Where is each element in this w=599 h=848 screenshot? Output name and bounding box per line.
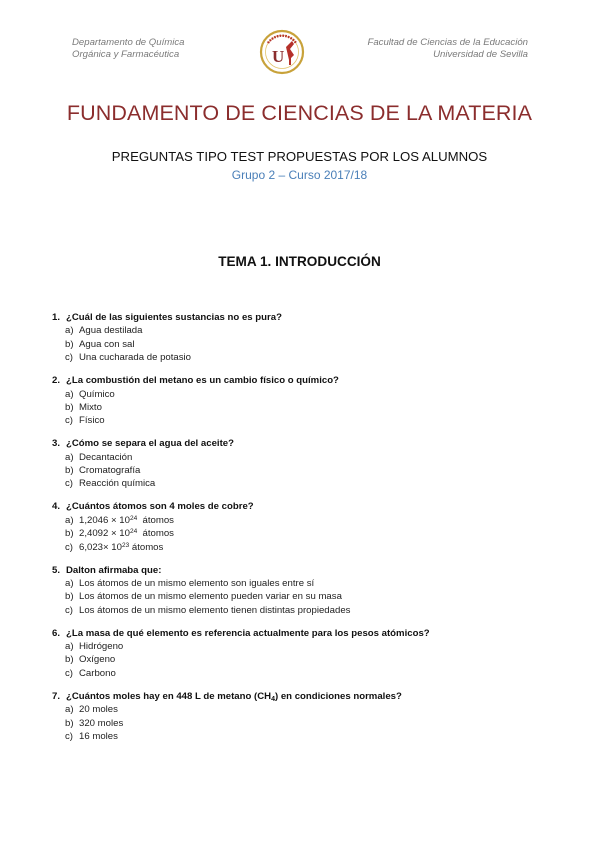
logo-letter: U	[272, 47, 285, 66]
question-label: ¿Cuántos átomos son 4 moles de cobre?	[66, 501, 254, 513]
answer-option	[52, 653, 572, 666]
option-letter: c)	[65, 730, 73, 742]
header-faculty-line: Universidad de Sevilla	[433, 48, 528, 60]
option-letter: b)	[65, 717, 74, 729]
question-label: ¿La masa de qué elemento es referencia actualmente para los pesos atómicos?	[66, 627, 430, 639]
question-text	[52, 311, 572, 324]
option-text: Una cucharada de potasio	[79, 352, 192, 364]
option-text: Químico	[79, 388, 115, 400]
question-text	[52, 564, 572, 577]
answer-option	[52, 717, 572, 730]
option-letter: b)	[65, 654, 74, 666]
option-letter: a)	[65, 577, 74, 589]
question-item	[52, 564, 572, 618]
option-letter: c)	[65, 541, 73, 553]
option-value: 2,4092 × 10	[79, 528, 130, 540]
question-list	[52, 311, 572, 753]
option-text: Carbono	[79, 667, 116, 679]
question-item	[52, 690, 572, 744]
option-unit: átomos	[137, 514, 174, 526]
question-number: 7.	[52, 690, 61, 702]
option-exponent: 24	[129, 528, 138, 536]
option-text: 20 moles	[79, 704, 118, 716]
option-text: 320 moles	[79, 717, 124, 729]
option-letter: a)	[65, 325, 74, 337]
option-text: Hidrógeno	[79, 641, 124, 653]
option-text: Oxígeno	[79, 654, 116, 666]
document-subtitle: PREGUNTAS TIPO TEST PROPUESTAS POR LOS ALUMNOS	[111, 149, 488, 164]
answer-option	[52, 388, 572, 401]
option-letter: c)	[65, 478, 73, 490]
question-item	[52, 437, 572, 491]
question-label: ¿La combustión del metano es un cambio físico o químico?	[66, 375, 339, 387]
option-letter: c)	[65, 415, 73, 427]
option-text: Decantación	[79, 451, 133, 463]
option-text: Los átomos de un mismo elemento pueden variar en su masa	[79, 591, 342, 603]
option-letter: a)	[65, 451, 74, 463]
option-unit: átomos	[137, 528, 174, 540]
answer-option	[52, 324, 572, 337]
answer-option	[52, 401, 572, 414]
question-number: 5.	[52, 564, 61, 576]
question-item	[52, 311, 572, 365]
answer-option	[52, 577, 572, 590]
group-course-label: Grupo 2 – Curso 2017/18	[231, 168, 368, 182]
question-number: 6.	[52, 627, 61, 639]
option-letter: b)	[65, 465, 74, 477]
topic-heading: TEMA 1. INTRODUCCIÓN	[218, 254, 381, 269]
question-number: 1.	[52, 312, 61, 323]
answer-option	[52, 477, 572, 490]
question-label: ¿Cuántos moles hay en 448 L de metano (CH	[66, 690, 272, 702]
answer-option	[52, 527, 572, 540]
option-text: Reacción química	[79, 478, 156, 490]
header-faculty-line: Facultad de Ciencias de la Educación	[367, 37, 528, 48]
question-item	[52, 374, 572, 428]
option-text: Agua destilada	[79, 325, 143, 337]
formula-subscript: 4	[271, 695, 275, 703]
header-department-line: Orgánica y Farmacéutica	[72, 48, 180, 60]
option-letter: a)	[65, 514, 74, 526]
question-label: ¿Cómo se separa el agua del aceite?	[66, 438, 234, 450]
answer-option	[52, 667, 572, 680]
option-text: Agua con sal	[79, 338, 135, 350]
option-letter: b)	[65, 528, 74, 540]
option-unit: átomos	[129, 541, 164, 553]
answer-option	[52, 414, 572, 427]
answer-option	[52, 464, 572, 477]
answer-option	[52, 590, 572, 603]
question-text	[52, 374, 572, 387]
option-text: Cromatografía	[79, 465, 141, 477]
question-item	[52, 500, 572, 554]
question-number: 2.	[52, 375, 61, 387]
question-item	[52, 627, 572, 681]
answer-option	[52, 338, 572, 351]
option-exponent: 23	[121, 541, 130, 549]
document-title: FUNDAMENTO DE CIENCIAS DE LA MATERIA	[66, 101, 533, 125]
question-number: 4.	[52, 501, 61, 513]
question-text	[52, 690, 572, 703]
header-department-line: Departamento de Química	[72, 37, 185, 48]
answer-option	[52, 730, 572, 743]
option-letter: b)	[65, 401, 74, 413]
question-number: 3.	[52, 438, 61, 450]
option-value: 6,023× 10	[79, 541, 122, 553]
answer-option	[52, 604, 572, 617]
option-text: Mixto	[79, 401, 102, 413]
university-seal-logo	[259, 29, 305, 75]
question-label-end: ) en condiciones normales?	[274, 690, 402, 702]
option-letter: c)	[65, 604, 73, 616]
option-letter: a)	[65, 704, 74, 716]
header-faculty	[367, 37, 528, 60]
answer-option	[52, 514, 572, 527]
option-text: Los átomos de un mismo elemento tienen distintas propiedades	[79, 604, 351, 616]
option-letter: c)	[65, 667, 73, 679]
answer-option	[52, 541, 572, 554]
option-exponent: 24	[129, 514, 138, 522]
answer-option	[52, 640, 572, 653]
question-label: ¿Cuál de las siguientes sustancias no es pura?	[66, 312, 282, 323]
header-department	[72, 37, 185, 60]
answer-option	[52, 703, 572, 716]
option-letter: a)	[65, 641, 74, 653]
answer-option	[52, 451, 572, 464]
option-letter: c)	[65, 352, 73, 364]
answer-option	[52, 351, 572, 364]
question-label: Dalton afirmaba que:	[66, 564, 162, 576]
option-text: Los átomos de un mismo elemento son iguales entre sí	[79, 577, 315, 589]
option-value: 1,2046 × 10	[79, 514, 130, 526]
option-letter: b)	[65, 591, 74, 603]
option-text: Físico	[79, 415, 105, 427]
option-letter: a)	[65, 388, 74, 400]
option-letter: b)	[65, 338, 74, 350]
option-text: 16 moles	[79, 730, 118, 742]
question-text	[52, 627, 572, 640]
question-text	[52, 500, 572, 513]
question-text	[52, 437, 572, 450]
